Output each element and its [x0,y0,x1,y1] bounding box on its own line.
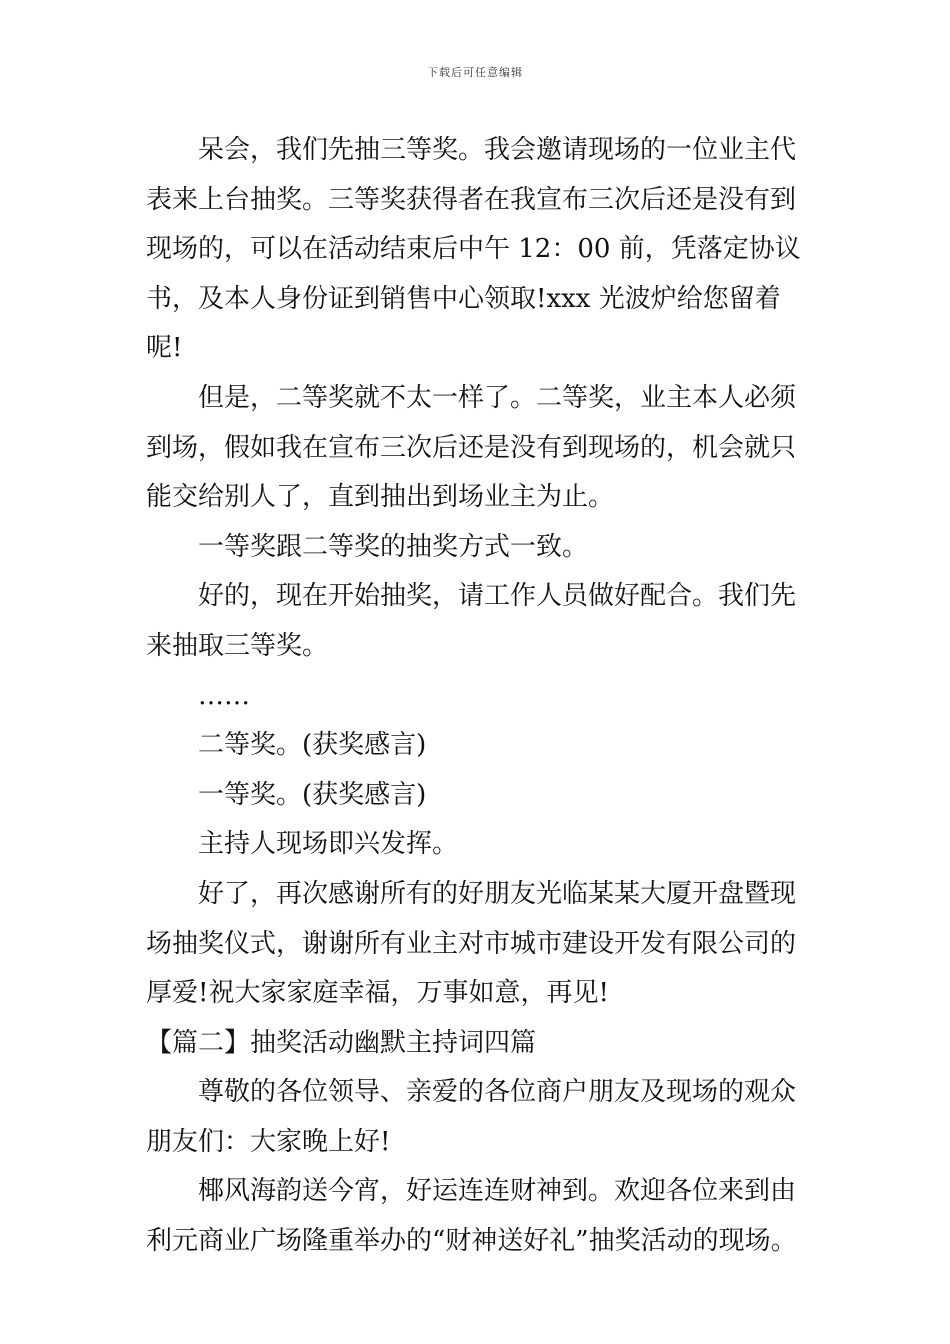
section-heading: 【篇二】抽奖活动幽默主持词四篇 [146,1027,537,1058]
ellipsis-paragraph: …… [198,680,250,711]
paragraph: 二等奖。(获奖感言) [198,730,427,761]
paragraph: 好的，现在开始抽奖，请工作人员做好配合。我们先来抽取三等奖。 [146,581,797,661]
paragraph: 呆会，我们先抽三等奖。我会邀请现场的一位业主代表来上台抽奖。三等奖获得者在我宣布三次后还是没有到现场的，可以在活动结束后中午 12：00 前，凭落定协议书，及本人身份证到销售中心领取!xxx 光波炉给您留着呢! [146,135,801,364]
paragraph: 椰风海韵送今宵，好运连连财神到。欢迎各位来到由利元商业广场隆重举办的“财神送好礼”抽奖活动的现场。 [146,1176,797,1257]
paragraph: 一等奖。(获奖感言) [198,779,427,810]
paragraph: 主持人现场即兴发挥。 [198,829,459,860]
paragraph: 好了，再次感谢所有的好朋友光临某某大厦开盘暨现场抽奖仪式，谢谢所有业主对市城市建设开发有限公司的厚爱!祝大家家庭幸福，万事如意，再见! [146,878,797,1009]
page-header-note: 下载后可任意编辑 [427,66,523,79]
paragraph: 尊敬的各位领导、亲爱的各位商户朋友及现场的观众朋友们：大家晚上好! [146,1077,797,1157]
paragraph: 一等奖跟二等奖的抽奖方式一致。 [198,531,589,562]
paragraph: 但是，二等奖就不太一样了。二等奖，业主本人必须到场，假如我在宣布三次后还是没有到现场的，机会就只能交给别人了，直到抽出到场业主为止。 [146,382,797,513]
document-body [146,126,816,1267]
